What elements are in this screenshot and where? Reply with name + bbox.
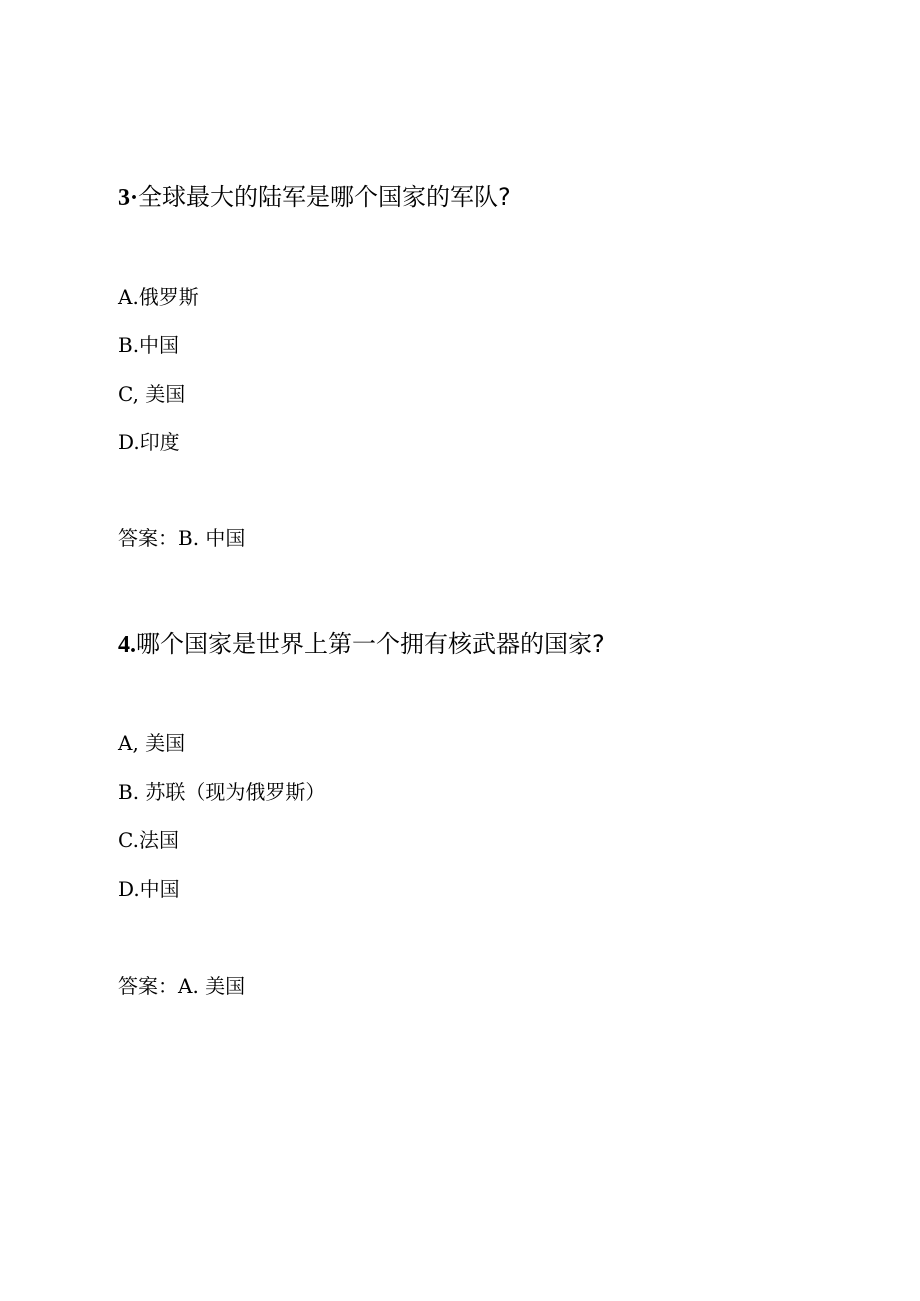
question-title [118,182,511,213]
question-title [118,629,605,660]
option-d: D.印度 [118,430,180,454]
option-d: D.中国 [118,877,180,901]
question-number: 4. [118,632,136,658]
option-b: B.中国 [118,333,180,357]
option-b: B. 苏联（现为俄罗斯） [118,780,326,804]
question-text: 全球最大的陆军是哪个国家的军队? [138,183,511,211]
option-c: C.法国 [118,828,179,852]
answer-line: 答案：A. 美国 [118,974,246,998]
option-c: C, 美国 [118,382,186,406]
question-text: 哪个国家是世界上第一个拥有核武器的国家? [136,630,605,658]
answer-line: 答案：B. 中国 [118,526,246,550]
option-a: A, 美国 [118,731,186,755]
option-a: A.俄罗斯 [118,285,199,309]
question-number: 3· [118,185,139,211]
